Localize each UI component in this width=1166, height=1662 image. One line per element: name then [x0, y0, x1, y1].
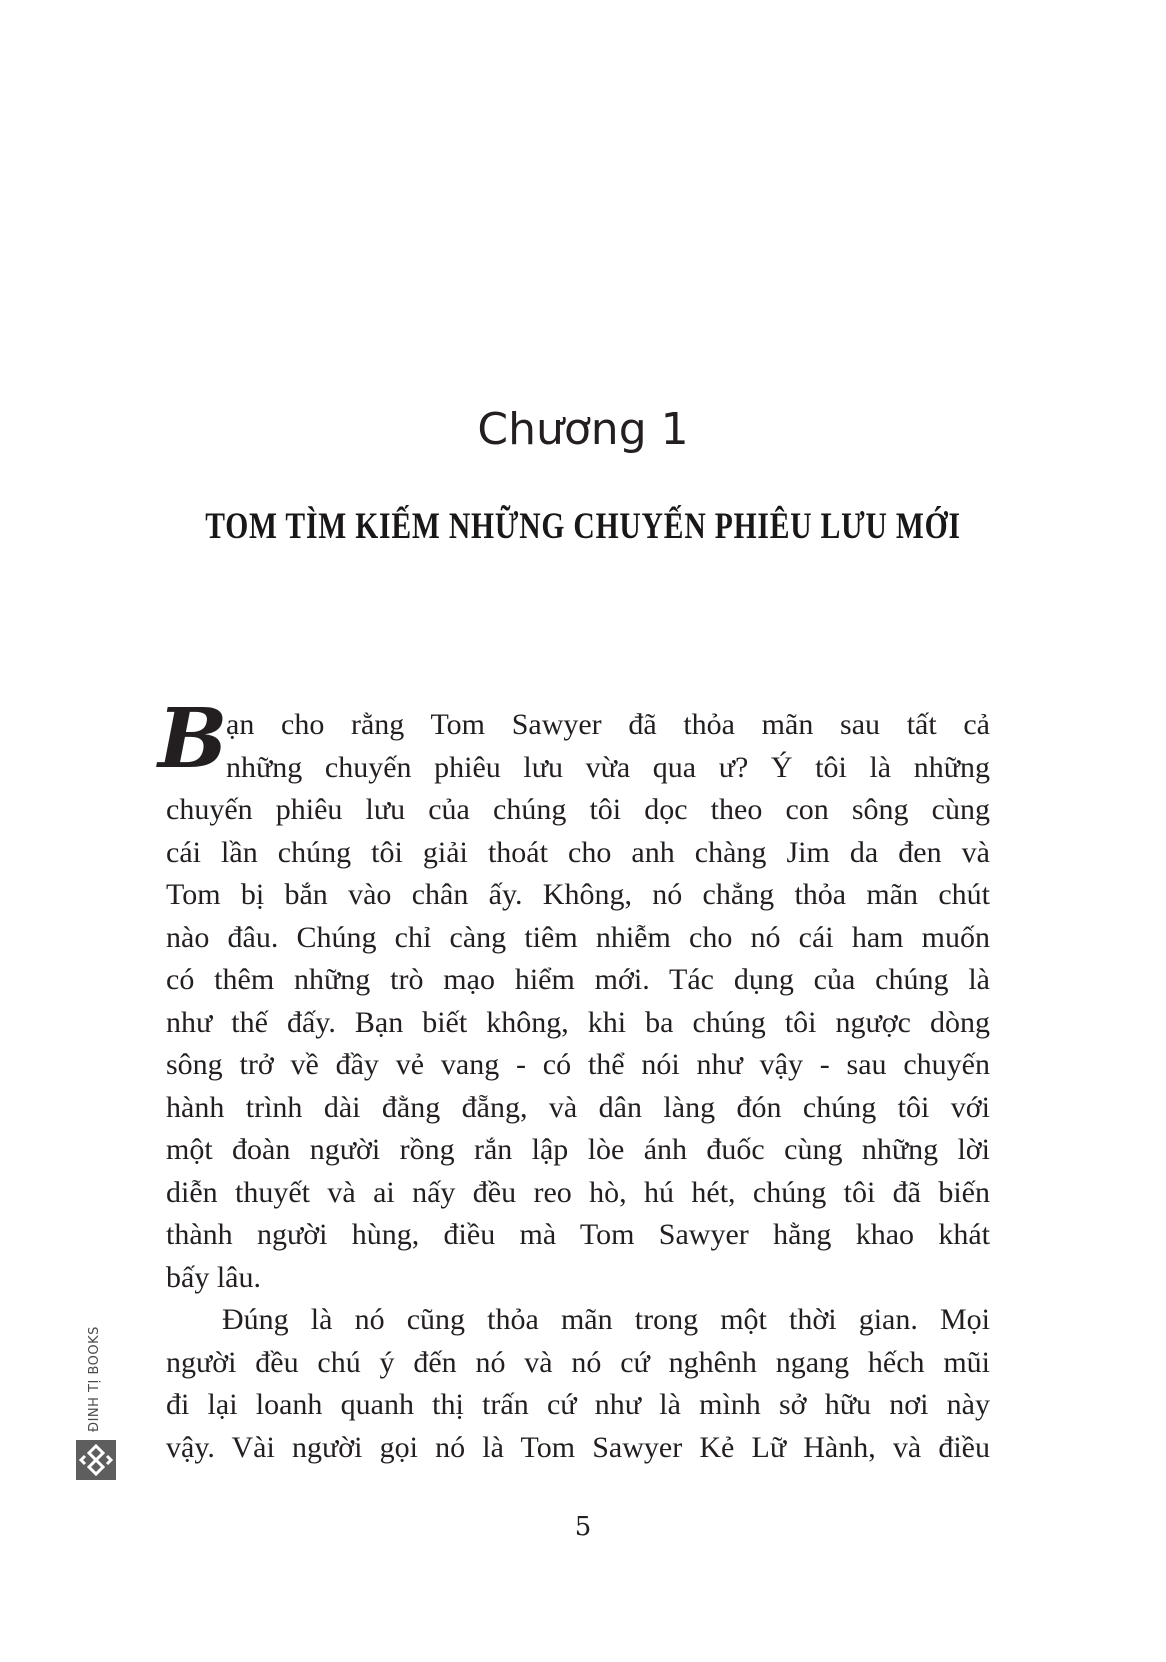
text-line: có thêm những trò mạo hiểm mới. Tác dụng của chúng là [166, 963, 990, 996]
text-line: một đoàn người rồng rắn lập lòe ánh đuốc cùng những lời [166, 1133, 990, 1166]
paragraph-2 [166, 1299, 990, 1469]
text-line: sông trở về đầy vẻ vang - có thể nói như vậy - sau chuyến [166, 1048, 990, 1081]
publisher-logo-icon [76, 1440, 116, 1480]
text-line: những chuyến phiêu lưu vừa qua ư? Ý tôi là những [226, 750, 990, 784]
text-line: ạn cho rằng Tom Sawyer đã thỏa mãn sau tất cả [226, 708, 990, 741]
chapter-number: Chương 1 [477, 404, 689, 455]
paragraph-1 [166, 704, 990, 1299]
text-line: nào đâu. Chúng chỉ càng tiêm nhiễm cho nó cái ham muốn [166, 920, 990, 954]
text-line: Tom bị bắn vào chân ấy. Không, nó chẳng thỏa mãn chút [166, 878, 990, 911]
text-line: như thế đấy. Bạn biết không, khi ba chúng tôi ngược dòng [166, 1005, 990, 1039]
chapter-title: TOM TÌM KIẾM NHỮNG CHUYẾN PHIÊU LƯU MỚI [205, 506, 961, 547]
text-line: đi lại loanh quanh thị trấn cứ như là mình sở hữu nơi này [166, 1388, 990, 1421]
text-line: chuyến phiêu lưu của chúng tôi dọc theo con sông cùng [166, 793, 990, 826]
drop-cap: B [158, 691, 228, 787]
text-line: cái lần chúng tôi giải thoát cho anh chàng Jim da đen và [166, 835, 990, 869]
publisher-mark [76, 1322, 116, 1484]
text-line: người đều chú ý đến nó và nó cứ nghênh ngang hếch mũi [166, 1345, 990, 1379]
publisher-name: ĐINH TỊ BOOKS [87, 1326, 102, 1432]
text-line: bấy lâu. [166, 1260, 261, 1294]
text-line: Đúng là nó cũng thỏa mãn trong một thời gian. Mọi [222, 1303, 990, 1336]
text-line: diễn thuyết và ai nấy đều reo hò, hú hét, chúng tôi đã biến [166, 1175, 990, 1209]
body-text [158, 691, 990, 1469]
text-line: vậy. Vài người gọi nó là Tom Sawyer Kẻ Lữ Hành, và điều [166, 1430, 990, 1464]
text-line: hành trình dài đằng đẵng, và dân làng đón chúng tôi với [166, 1090, 990, 1124]
text-line: thành người hùng, điều mà Tom Sawyer hằng khao khát [166, 1218, 990, 1251]
page-number: 5 [574, 1512, 592, 1542]
